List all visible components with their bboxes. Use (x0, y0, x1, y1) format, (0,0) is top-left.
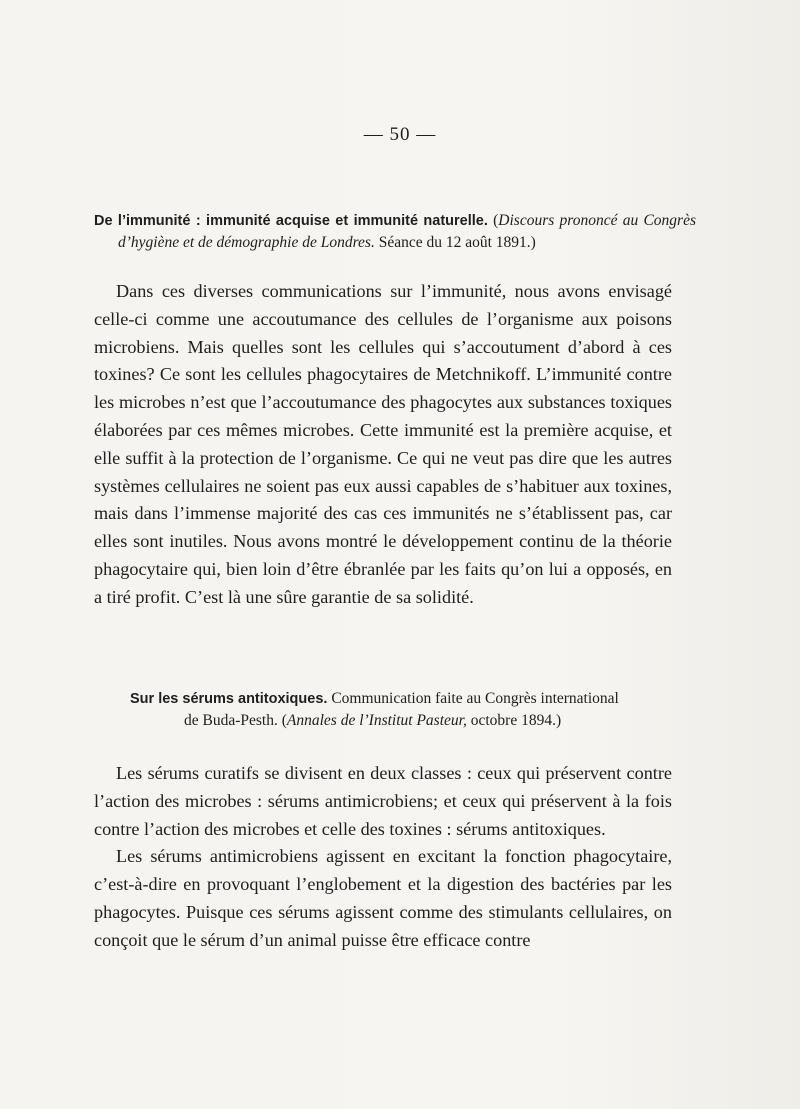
section-1-body (94, 278, 672, 612)
section-1-citation-date: Séance du 12 août 1891.) (374, 234, 536, 251)
section-2-subtitle-line2 (130, 710, 672, 731)
section-2-body (94, 760, 672, 955)
section-1-paragraph: Dans ces diverses communications sur l’immunité, nous avons envisagé celle-ci comme une accoutumance des cellules de l’organisme aux poisons microbiens. Mais quelles sont les cellules qui s’accoutument d’abord à ces toxines? Ce sont les cellules phagocytaires de Metchnikoff. L’immunité contre les microbes n’est que l’accoutumance des phagocytes aux substances toxiques élaborées par ces mêmes microbes. Cette immunité est la première acquise, et elle suffit à la protection de l’organisme. Ce qui ne veut pas dire que les autres systèmes cellulaires ne soient pas eux aussi capables de s’habituer aux toxines, mais dans l’immense majorité des cas ces immunités ne s’établissent pas, car elles sont inutiles. Nous avons montré le développement continu de la théorie phagocytaire qui, bien loin d’être ébranlée par les faits qu’on lui a opposés, en a tiré profit. C’est là une sûre garantie de sa solidité. (94, 281, 672, 607)
section-2-citation-source: Annales de l’Institut Pasteur, (286, 712, 467, 729)
section-2-subtitle-line1: Communication faite au Congrès international (327, 690, 619, 707)
section-2-paragraph-2: Les sérums antimicrobiens agissent en excitant la fonction phagocytaire, c’est-à-dire en provoquant l’englobement et la digestion des bactéries par les phagocytes. Puisque ces sérums agissent comme des stimulants cellulaires, on conçoit que le sérum d’un animal puisse être efficace contre (94, 846, 672, 950)
section-2-heading (130, 688, 672, 731)
section-1-citation-source: Discours prononcé au Congrès d’hygiène et de démographie de Londres. (118, 212, 696, 251)
section-2-paragraph-1: Les sérums curatifs se divisent en deux classes : ceux qui préservent contre l’action des microbes : sérums antimicrobiens; et ceux qui préservent à la fois contre l’action des microbes et celle des toxines : sérums antitoxiques. (94, 763, 672, 839)
section-1-title: De l’immunité : immunité acquise et immunité naturelle. (94, 213, 488, 229)
page-number: — 50 — (363, 124, 437, 145)
section-2-title: Sur les sérums antitoxiques. (130, 691, 328, 707)
section-1-heading: De l’immunité : immunité acquise et immunité naturelle. (Discours prononcé au Congrès d’hygiène et de démographie de Londres. Séance du 12 août 1891.) (94, 212, 696, 251)
section-2-location: de Buda-Pesth. ( (184, 712, 287, 729)
section-2-citation-date: octobre 1894.) (466, 712, 562, 729)
